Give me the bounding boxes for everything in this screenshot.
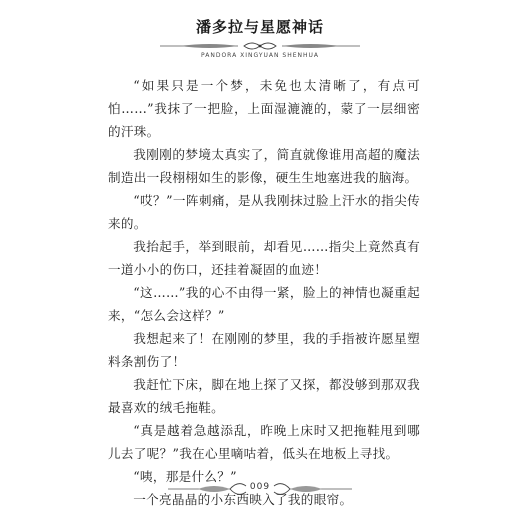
paragraph: 一个亮晶晶的小东西映入了我的眼帘。 bbox=[133, 492, 353, 507]
body-text bbox=[108, 74, 420, 511]
page-header bbox=[0, 14, 520, 64]
paragraph: 我抬起手，举到眼前，却看见……指尖上竟然真有一道小小的伤口，还挂着凝固的血迹！ bbox=[108, 239, 420, 277]
running-title: 潘多拉与星愿神话 bbox=[195, 18, 324, 36]
paragraph: 我想起来了！在刚刚的梦里，我的手指被许愿星塑料条割伤了！ bbox=[108, 331, 420, 369]
paragraph: “真是越着急越添乱，昨晚上床时又把拖鞋甩到哪儿去了呢？”我在心里嘀咕着，低头在地板上寻找。 bbox=[108, 423, 420, 461]
paragraph: “这……”我的心不由得一紧，脸上的神情也凝重起来，“怎么会这样？” bbox=[108, 285, 420, 323]
paragraph: 我赶忙下床，脚在地上探了又探，都没够到那双我最喜欢的绒毛拖鞋。 bbox=[108, 377, 420, 415]
page-number: 009 bbox=[249, 482, 271, 492]
paragraph: 我刚刚的梦境太真实了，简直就像谁用高超的魔法制造出一段栩栩如生的影像，硬生生地塞进我的脑海。 bbox=[108, 147, 420, 185]
paragraph: “哎？”一阵刺痛，是从我刚抹过脸上汗水的指尖传来的。 bbox=[108, 193, 420, 231]
header-divider-ornament bbox=[160, 40, 360, 52]
page-footer bbox=[0, 476, 520, 506]
paragraph: “如果只是一个梦，未免也太清晰了，有点可怕……”我抹了一把脸，上面湿漉漉的，蒙了一层细密的汗珠。 bbox=[108, 78, 420, 139]
paragraph: “咦，那是什么？” bbox=[133, 469, 237, 484]
running-subtitle: PANDORA XINGYUAN SHENHUA bbox=[201, 52, 319, 59]
